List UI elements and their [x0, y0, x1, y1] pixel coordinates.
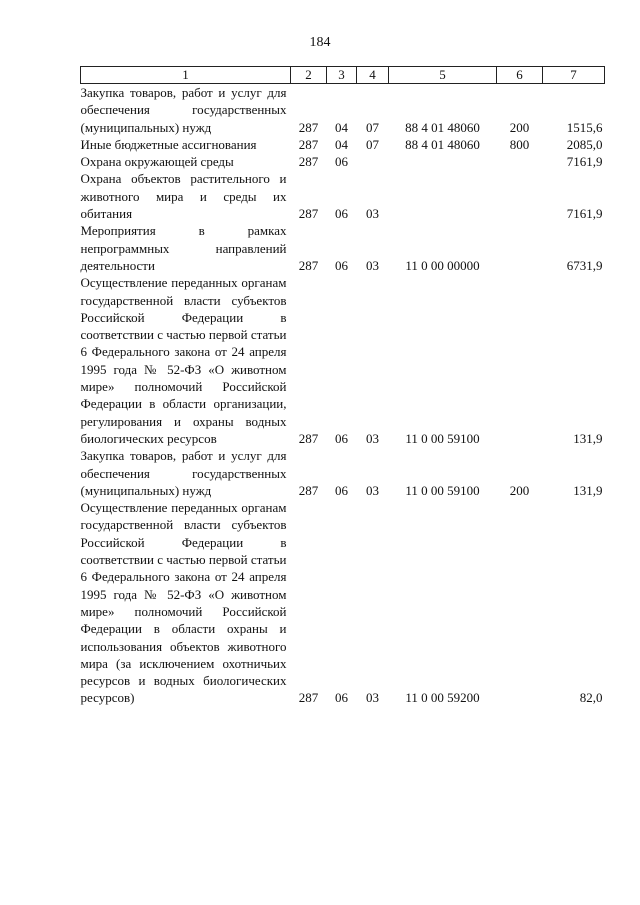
- table-row: [81, 499, 605, 707]
- row-pr: 03: [366, 206, 379, 222]
- header-col-7: 7: [543, 67, 605, 84]
- row-vr: 200: [509, 482, 530, 498]
- row-name: Осуществление переданных органам государственной власти субъектов Российской Федерации в соответствии с частью первой статьи 6 Федерального закона от 24 апреля 1995 года № 52-ФЗ «О животном мире» полномочий Российской Федерации в области организации, регулирования и охраны водных биологических ресурсов: [80, 275, 287, 446]
- row-rz: 04: [335, 119, 348, 135]
- page-number: 184: [309, 35, 331, 50]
- header-col-4: 4: [357, 67, 389, 84]
- table-header: [81, 67, 605, 84]
- row-pr: 07: [366, 136, 379, 152]
- row-vr: [497, 170, 543, 222]
- row-ved: 287: [298, 119, 319, 135]
- row-pr: 03: [366, 430, 379, 446]
- row-vr: [497, 222, 543, 274]
- row-rz: 06: [335, 257, 348, 273]
- row-ved: 287: [298, 136, 319, 152]
- row-rz: 06: [335, 154, 348, 170]
- row-name: Закупка товаров, работ и услуг для обеспечения государственных (муниципальных) нужд: [80, 85, 287, 135]
- row-vr: 200: [509, 119, 530, 135]
- row-ved: 287: [298, 154, 319, 170]
- row-csr: [389, 153, 497, 170]
- row-name: Охрана объектов растительного и животного мира и среды их обитания: [80, 171, 287, 222]
- header-col-6: 6: [497, 67, 543, 84]
- row-csr: 88 4 01 48060: [405, 136, 480, 152]
- row-csr: 11 0 00 00000: [405, 257, 480, 273]
- row-pr: 03: [366, 690, 379, 706]
- row-sum: 6731,9: [566, 257, 603, 273]
- row-vr: [497, 274, 543, 447]
- table-row: [81, 274, 605, 447]
- header-col-2: 2: [291, 67, 327, 84]
- row-ved: 287: [298, 257, 319, 273]
- row-rz: 06: [335, 482, 348, 498]
- header-row: [81, 67, 605, 84]
- row-sum: 1515,6: [566, 119, 603, 135]
- table-row: [81, 222, 605, 274]
- row-vr: [497, 499, 543, 707]
- row-csr: [389, 170, 497, 222]
- row-pr: [357, 153, 389, 170]
- row-name: Иные бюджетные ассигнования: [80, 136, 257, 152]
- table-row: [81, 136, 605, 153]
- budget-table: [80, 66, 605, 707]
- row-sum: 82,0: [579, 690, 603, 706]
- header-col-5: 5: [389, 67, 497, 84]
- row-vr: 800: [509, 136, 530, 152]
- row-sum: 131,9: [573, 430, 603, 446]
- row-csr: 11 0 00 59100: [405, 430, 480, 446]
- row-pr: 03: [366, 482, 379, 498]
- row-rz: 06: [335, 690, 348, 706]
- header-col-1: 1: [81, 67, 291, 84]
- row-sum: 2085,0: [566, 136, 603, 152]
- row-pr: 07: [366, 119, 379, 135]
- row-name: Осуществление переданных органам государственной власти субъектов Российской Федерации в соответствии с частью первой статьи 6 Федерального закона от 24 апреля 1995 года № 52-ФЗ «О животном мире» полномочий Российской Федерации в области охраны и использования объектов животного мира (за исключением охотничьих ресурсов и водных биологических ресурсов): [80, 500, 287, 706]
- row-csr: 11 0 00 59100: [405, 482, 480, 498]
- row-name: Мероприятия в рамках непрограммных направлений деятельности: [80, 223, 287, 273]
- row-csr: 11 0 00 59200: [405, 690, 480, 706]
- table-body: [81, 84, 605, 707]
- header-col-3: 3: [327, 67, 357, 84]
- table-row: [81, 170, 605, 222]
- row-pr: 03: [366, 257, 379, 273]
- table-row: [81, 153, 605, 170]
- row-sum: 131,9: [573, 482, 603, 498]
- row-sum: 7161,9: [566, 154, 603, 170]
- row-rz: 06: [335, 430, 348, 446]
- row-name: Закупка товаров, работ и услуг для обеспечения государственных (муниципальных) нужд: [80, 448, 287, 498]
- row-ved: 287: [298, 482, 319, 498]
- row-rz: 04: [335, 136, 348, 152]
- table-row: [81, 447, 605, 499]
- row-rz: 06: [335, 206, 348, 222]
- row-sum: 7161,9: [566, 206, 603, 222]
- table-row: [81, 84, 605, 136]
- row-csr: 88 4 01 48060: [405, 119, 480, 135]
- row-vr: [497, 153, 543, 170]
- row-ved: 287: [298, 206, 319, 222]
- row-ved: 287: [298, 430, 319, 446]
- row-ved: 287: [298, 690, 319, 706]
- row-name: Охрана окружающей среды: [80, 154, 234, 170]
